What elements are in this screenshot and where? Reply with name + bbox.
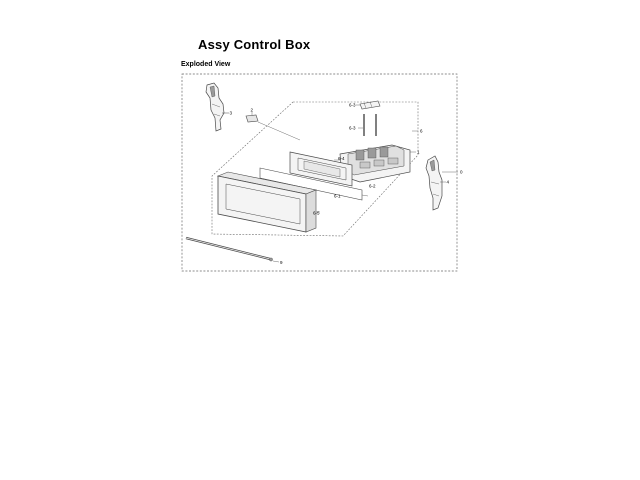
callout-6-3-mid: 6-3 [349, 125, 356, 131]
callout-6-3-top: 6-3 [349, 102, 356, 108]
callout-6-2: 6-2 [369, 183, 376, 189]
leader-label-to-panel [258, 122, 300, 140]
callout-2: 2 [250, 107, 254, 113]
vertical-rods [358, 114, 376, 136]
callout-6-1: 6-1 [334, 193, 341, 199]
callout-6: 6 [420, 128, 423, 134]
right-side-bracket [426, 156, 458, 210]
page-subtitle: Exploded View [181, 61, 231, 68]
callout-0: 0 [460, 169, 463, 175]
callout-6-5: 6-5 [313, 210, 320, 216]
page-title: Assy Control Box [198, 37, 311, 52]
callout-6-4: 6-4 [338, 156, 345, 161]
long-rod [186, 238, 279, 262]
callout-1: 1 [417, 149, 420, 155]
callout-9: 9 [280, 260, 283, 265]
callout-3: 3 [229, 110, 233, 116]
small-label-part [246, 112, 258, 122]
left-side-bracket [206, 83, 229, 131]
callout-4: 4 [446, 179, 450, 185]
